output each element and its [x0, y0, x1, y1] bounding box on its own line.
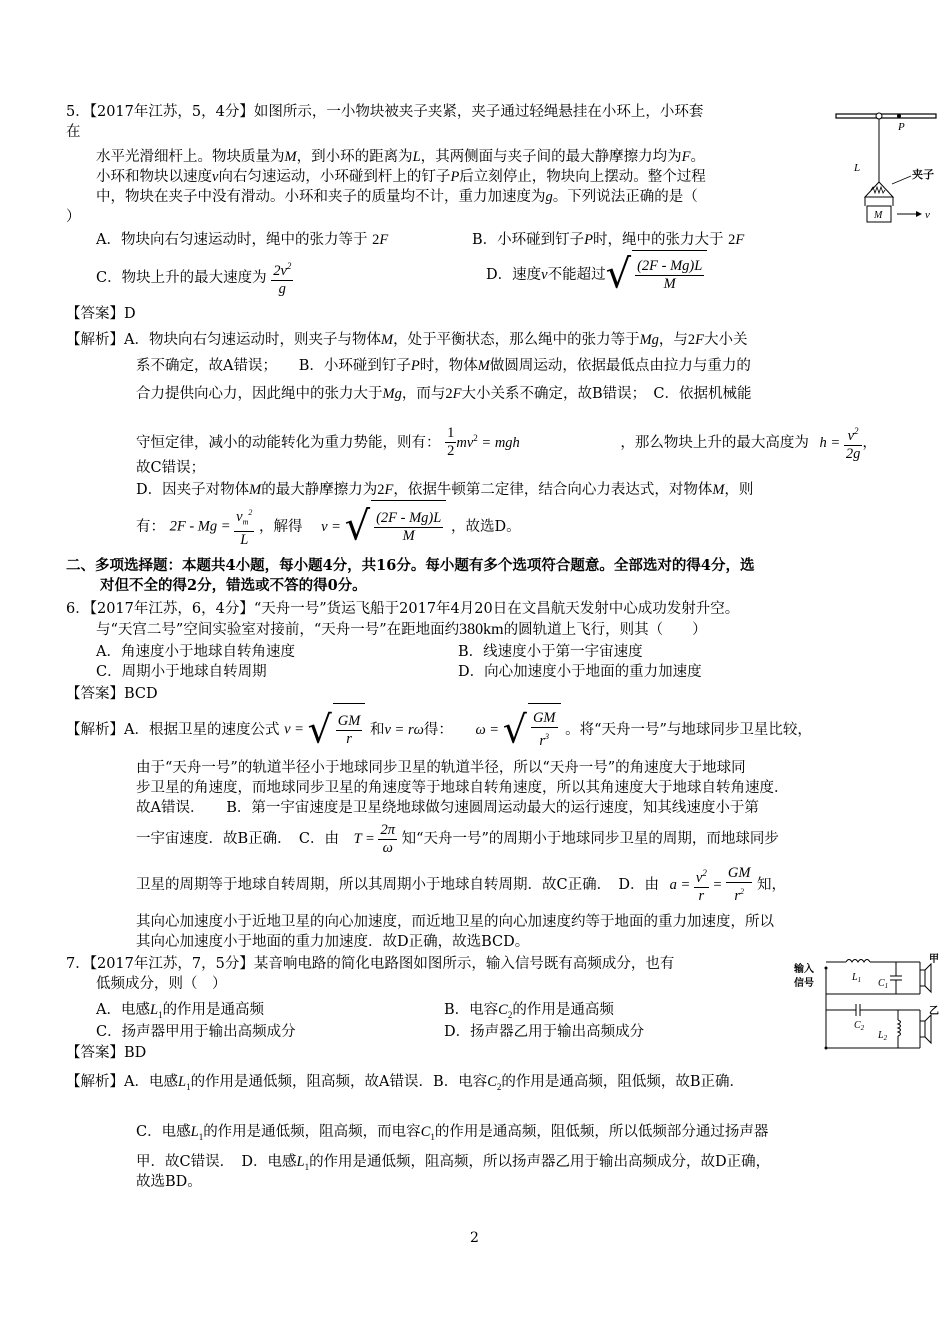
section2-heading-line2: 对但不全的得2分，错选或不答的得0分。 [100, 577, 367, 594]
q6-analysis-line5: 一宇宙速度．故B正确． C．由 T = $\frac{2\pi}{\omega}$ 知“天舟一号”的周期小于地球同步卫星的周期，而地球同步 [136, 821, 779, 856]
q7-analysis-line2: C．电感$L_1$的作用是通低频，阻高频，而电容$C_1$的作用是通高频，阻低频，所以低频部分通过扬声器 [136, 1124, 769, 1142]
q6-option-a: A．角速度小于地球自转角速度 [96, 644, 295, 660]
q5-analysis-line3: 合力提供向心力，因此绳中的张力大于Mg，而与2F大小关系不确定，故B错误； C．依据机械能 [136, 386, 752, 402]
inductor-l1 [846, 960, 870, 963]
label-m: M [874, 210, 883, 221]
q6-analysis-line4: 故A错误． B．第一宇宙速度是卫星绕地球做匀速圆周运动最大的运行速度，知其线速度小于第 [136, 800, 759, 816]
q7-line1: 7．【2017年江苏，7，5分】某音响电路的简化电路图如图所示，输入信号既有高频成分，也有 [66, 956, 675, 972]
q6-option-b: B．线速度小于第一宇宙速度 [458, 644, 643, 660]
speaker-yi [920, 1021, 925, 1037]
q6-analysis-line6: 卫星的周期等于地球自转周期，所以其周期小于地球自转周期．故C正确． D．由 a = $\frac{v^2}{r}$ = $\frac{GM}{r^2}$ 知， [136, 865, 787, 904]
q7-analysis-line3: 甲．故C错误． D．电感$L_1$的作用是通低频，阻高频，所以扬声器乙用于输出高频成分，故D正确， [136, 1154, 771, 1172]
q7-option-c: C．扬声器甲用于输出高频成分 [96, 1024, 296, 1040]
page-number: 2 [470, 1230, 479, 1246]
speaker-jia [920, 970, 925, 986]
q5-analysis-line2: 系不确定，故A错误； B．小环碰到钉子P时，物体M做圆周运动，依据最低点由拉力与重力的 [136, 358, 751, 374]
q5-line2: 水平光滑细杆上。物块质量为M，到小环的距离为L，其两侧面与夹子间的最大静摩擦力均为F。 [96, 149, 706, 165]
q6-analysis-line3: 步卫星的角速度，而地球同步卫星的角速度等于地球自转角速度，所以其角速度大于地球自转角速度． [136, 780, 789, 796]
q6-answer: 【答案】BCD [66, 686, 158, 702]
label-signal: 信号 [794, 978, 814, 989]
q5-option-d: D．速度v不能超过√ $\frac{(2F - Mg)L}{M}$ [486, 250, 707, 298]
q6-option-d: D．向心加速度小于地面的重力加速度 [458, 664, 702, 680]
ring [876, 113, 882, 119]
q5-analysis-line5: 故C错误； [136, 460, 206, 476]
label-yi: 乙 [929, 1006, 939, 1017]
figure-clip-pendulum [832, 106, 942, 226]
q7-analysis-line1: 【解析】A．电感$L_1$的作用是通低频，阻高频，故A错误．B．电容$C_2$的作用是通高频，阻低频，故B正确． [66, 1074, 745, 1092]
q5-analysis-line4: 守恒定律，减小的动能转化为重力势能，则有： $\frac{1}{2}$ $mv^2$ = mgh ，那么物块上升的最大高度为 h = $\frac{v^2}{2g}$ ， [136, 418, 877, 458]
clip [865, 182, 893, 197]
label-l: L [854, 162, 861, 174]
q6-option-c: C．周期小于地球自转周期 [96, 664, 267, 680]
label-jia: 甲 [929, 954, 939, 965]
q6-line1: 6．【2017年江苏，6，4分】“天舟一号”货运飞船于2017年4月20日在文昌航天发射中心成功发射升空。 [66, 601, 740, 617]
q5-line1: 5．【2017年江苏，5，4分】如图所示，一小物块被夹子夹紧，夹子通过轻绳悬挂在小环上，小环套 [66, 104, 704, 120]
q7-analysis-line4: 故选BD。 [136, 1174, 202, 1190]
label-p: P [898, 121, 905, 133]
q5-line4: 中，物块在夹子中没有滑动。小环和夹子的质量均不计，重力加速度为g。下列说法正确的是（ [96, 189, 698, 205]
q5-analysis-line6: D．因夹子对物体M的最大静摩擦力为2F，依据牛顿第二定律，结合向心力表达式，对物体M，则 [136, 482, 754, 498]
q5-analysis-line1: 【解析】A．物块向右匀速运动时，则夹子与物体M，处于平衡状态，那么绳中的张力等于Mg，与2F大小关 [66, 332, 748, 348]
q7-option-b: B．电容$C_2$的作用是通高频 [444, 1002, 614, 1020]
svg-text:C2: $C_2$ [854, 1020, 865, 1032]
q6-analysis-line7: 其向心加速度小于近地卫星的向心加速度，而近地卫星的向心加速度约等于地面的重力加速度，所以 [136, 914, 774, 930]
q5-line3: 小环和物块以速度v向右匀速运动，小环碰到杆上的钉子P后立刻停止，物块向上摆动。整个过程 [96, 169, 706, 185]
q5-analysis-line7: 有： 2F - Mg = $\frac{v_m^2}{L}$ ，解得 v = √ $\frac{(2F - Mg)L}{M}$ ，故选D。 [136, 500, 521, 552]
svg-text:L2: $L_2$ [878, 1030, 888, 1042]
q5-option-a: A．物块向右匀速运动时，绳中的张力等于 2F [96, 232, 389, 248]
q7-option-a: A．电感$L_1$的作用是通高频 [96, 1002, 265, 1020]
inductor-l2 [898, 1020, 901, 1036]
label-clip: 夹子 [912, 169, 934, 181]
q6-analysis-line1: 【解析】A．根据卫星的速度公式 v = √ $\frac{GM}{r}$ 和v = rω得： ω = √ $\frac{GM}{r^3}$ 。将“天舟一号”与地球同步卫星比较， [66, 703, 812, 755]
q6-analysis-line8: 其向心加速度小于地面的重力加速度．故D正确，故选BCD。 [136, 934, 530, 950]
svg-text:L1: $L_1$ [852, 972, 862, 984]
nail-p [897, 114, 901, 118]
q5-option-b: B．小环碰到钉子P时，绳中的张力大于 2F [472, 232, 745, 248]
q5-answer: 【答案】D [66, 306, 136, 322]
q5-line5: ） [66, 209, 81, 225]
q5-option-c: C．物块上升的最大速度为 $\frac{2v^2}{g}$ [96, 258, 293, 298]
q6-analysis-line2: 由于“天舟一号”的轨道半径小于地球同步卫星的轨道半径，所以“天舟一号”的角速度大于地球同 [136, 760, 746, 776]
label-v: v [925, 209, 930, 221]
figure-speaker-circuit [790, 948, 940, 1058]
q7-line2: 低频成分，则（ ） [96, 976, 227, 992]
q7-answer: 【答案】BD [66, 1045, 147, 1061]
q7-option-d: D．扬声器乙用于输出高频成分 [444, 1024, 645, 1040]
q5-line1b: 在 [66, 124, 81, 140]
rod [836, 114, 936, 118]
label-input: 输入 [794, 964, 814, 975]
q6-line2: 与“天宫二号”空间实验室对接前，“天舟一号”在距地面约380km的圆轨道上飞行，则其（ ） [96, 621, 707, 638]
svg-text:C1: $C_1$ [878, 978, 889, 990]
section2-heading-line1: 二、多项选择题：本题共4小题，每小题4分，共16分。每小题有多个选项符合题意。全部选对的得4分，选 [66, 557, 755, 574]
